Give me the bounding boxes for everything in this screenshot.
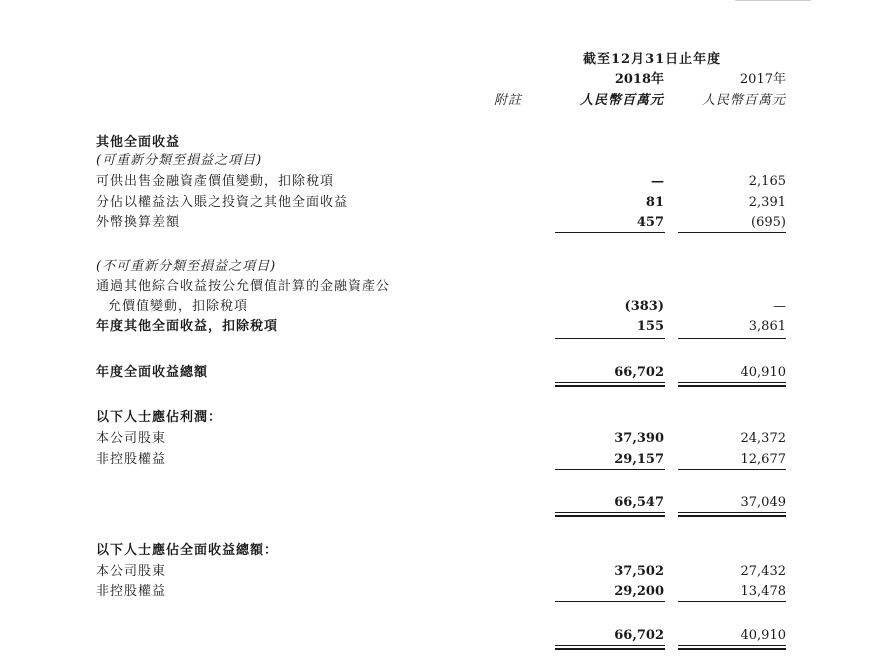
total-value-2017: 3,861 [748,319,786,334]
row-value-2018: 29,200 [614,584,664,599]
double-underline-2017 [678,385,786,387]
row-value-2018: (383) [624,299,664,314]
total-value-2018: 66,702 [614,365,664,380]
row-value-2017: 24,372 [740,431,786,446]
double-underline-2018 [555,515,665,517]
row-value-2017: 13,478 [740,584,786,599]
period-header: 截至12月31日止年度 [583,52,722,67]
underline-2017 [678,338,786,339]
row-value-2018: 457 [636,215,664,230]
row-value-2018: 29,157 [614,452,664,467]
double-underline-2018 [555,512,665,513]
double-underline-2017 [678,648,786,650]
row-value-2018: 81 [645,195,664,210]
row-label-fx-diff: 外幣換算差額 [96,215,181,230]
row-value-2018: 37,390 [614,431,664,446]
row-label-shareholders: 本公司股東 [96,564,167,579]
underline-2017 [678,469,786,470]
double-underline-2017 [678,645,786,646]
row-value-2017: 12,677 [740,452,786,467]
total-value-2017: 37,049 [740,495,786,510]
total-value-2018: 66,702 [614,628,664,643]
row-label-oci-total: 年度其他全面收益，扣除稅項 [96,319,279,334]
section-subtitle-reclassifiable: (可重新分類至損益之項目) [96,153,263,168]
row-value-2018: 37,502 [614,564,664,579]
row-label-non-controlling: 非控股權益 [96,584,167,599]
double-underline-2017 [678,512,786,513]
row-label-afs-change: 可供出售金融資產價值變動，扣除稅項 [96,174,335,189]
row-value-2018: — [651,174,664,189]
double-underline-2018 [555,648,665,650]
underline-2018 [555,601,665,602]
row-label-total-comprehensive: 年度全面收益總額 [96,365,209,380]
row-label-non-controlling: 非控股權益 [96,452,167,467]
underline-2017 [678,601,786,602]
year-2017-header: 2017年 [739,72,786,87]
double-underline-2017 [678,515,786,517]
row-value-2017: 2,165 [748,174,786,189]
row-value-2017: 2,391 [748,195,786,210]
unit-2018-header: 人民幣百萬元 [579,93,664,108]
row-label-fvoci-line1: 通過其他綜合收益按公允價值計算的金融資產公 [96,279,391,294]
section-title-comp-attrib: 以下人士應佔全面收益總額： [96,543,279,558]
total-value-2017: 40,910 [740,628,786,643]
top-edge-line [735,0,811,1]
double-underline-2018 [555,645,665,646]
double-underline-2017 [678,382,786,383]
section-title-profit-attrib: 以下人士應佔利潤： [96,410,223,425]
double-underline-2018 [555,385,665,387]
row-value-2017: — [773,299,786,314]
year-2018-header: 2018年 [614,72,664,87]
underline-2018 [555,469,665,470]
row-label-equity-oci: 分佔以權益法入賬之投資之其他全面收益 [96,195,349,210]
row-value-2017: (695) [751,215,786,230]
section-title-oci: 其他全面收益 [96,135,181,150]
total-value-2018: 66,547 [614,495,664,510]
unit-2017-header: 人民幣百萬元 [701,93,786,108]
section-subtitle-non-reclassifiable: (不可重新分類至損益之項目) [96,259,277,274]
underline-2018 [555,232,665,233]
underline-2017 [678,232,786,233]
note-label: 附註 [494,93,523,108]
row-value-2017: 27,432 [740,564,786,579]
underline-2018 [555,338,665,339]
row-label-shareholders: 本公司股東 [96,431,167,446]
total-value-2017: 40,910 [740,365,786,380]
row-label-fvoci-line2: 允價值變動，扣除稅項 [108,299,249,314]
total-value-2018: 155 [636,319,664,334]
double-underline-2018 [555,382,665,383]
